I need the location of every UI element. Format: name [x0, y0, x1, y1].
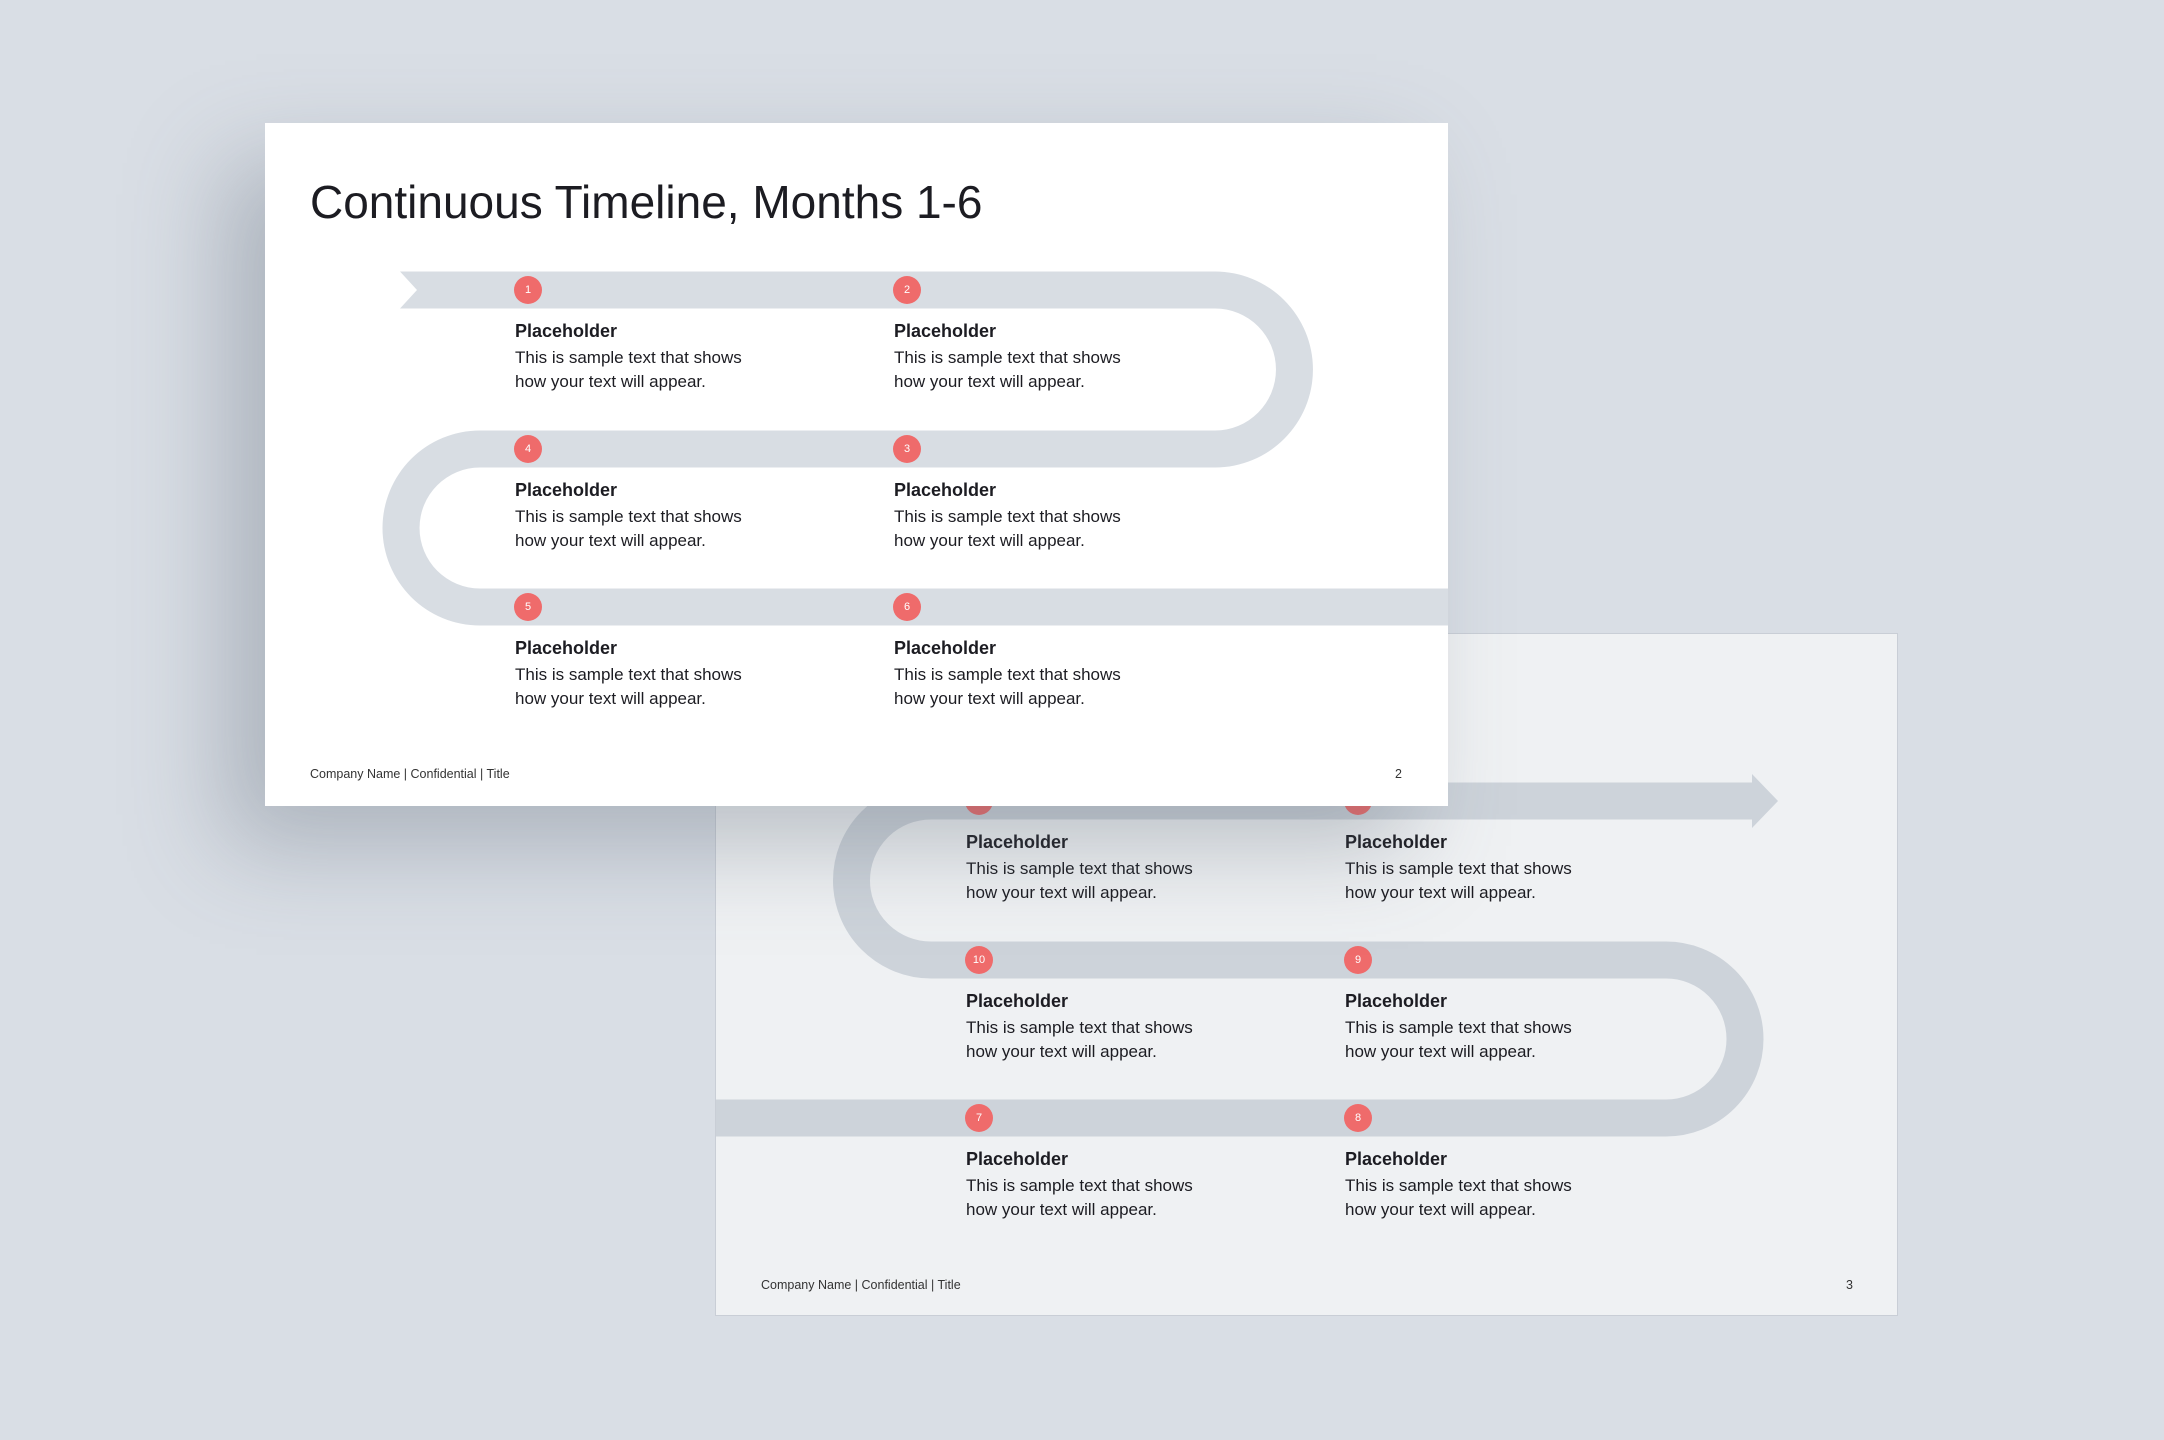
step-number-badge: 7 — [965, 1104, 993, 1132]
timeline-item — [894, 479, 1194, 553]
item-text: how your text will appear. — [966, 1200, 1157, 1219]
item-text: This is sample text that shows — [1345, 1018, 1572, 1037]
step-number-badge: 5 — [514, 593, 542, 621]
timeline-item — [894, 320, 1194, 394]
footer-text: Company Name | Confidential | Title — [761, 1278, 961, 1292]
item-text: how your text will appear. — [1345, 1042, 1536, 1061]
step-number-badge: 8 — [1344, 1104, 1372, 1132]
timeline-item — [894, 637, 1194, 711]
item-heading: Placeholder — [966, 991, 1069, 1011]
item-text: how your text will appear. — [966, 883, 1157, 902]
item-text: This is sample text that shows — [515, 507, 742, 526]
timeline-item — [515, 637, 815, 711]
item-text: This is sample text that shows — [515, 665, 742, 684]
step-number-badge: 10 — [965, 946, 993, 974]
item-text: This is sample text that shows — [1345, 1176, 1572, 1195]
item-heading: Placeholder — [515, 321, 618, 341]
item-text: how your text will appear. — [894, 531, 1085, 550]
timeline-track-front — [265, 123, 1448, 806]
item-heading: Placeholder — [966, 1149, 1069, 1169]
item-text: This is sample text that shows — [1345, 859, 1572, 878]
item-text: This is sample text that shows — [894, 665, 1121, 684]
item-text: how your text will appear. — [515, 372, 706, 391]
item-text: This is sample text that shows — [966, 1176, 1193, 1195]
item-text: This is sample text that shows — [894, 507, 1121, 526]
item-heading: Placeholder — [966, 832, 1069, 852]
item-text: how your text will appear. — [1345, 883, 1536, 902]
item-text: how your text will appear. — [515, 531, 706, 550]
item-heading: Placeholder — [894, 321, 997, 341]
step-number-badge: 1 — [514, 276, 542, 304]
item-heading: Placeholder — [515, 638, 618, 658]
timeline-item — [1345, 990, 1645, 1064]
item-text: how your text will appear. — [966, 1042, 1157, 1061]
step-number-badge: 9 — [1344, 946, 1372, 974]
item-text: how your text will appear. — [894, 689, 1085, 708]
step-number-badge: 2 — [893, 276, 921, 304]
timeline-item — [966, 831, 1266, 905]
item-heading: Placeholder — [894, 638, 997, 658]
timeline-item — [515, 320, 815, 394]
item-text: This is sample text that shows — [894, 348, 1121, 367]
item-text: how your text will appear. — [894, 372, 1085, 391]
item-text: how your text will appear. — [515, 689, 706, 708]
item-text: This is sample text that shows — [966, 859, 1193, 878]
page-number: 2 — [1395, 767, 1402, 781]
step-number-badge: 6 — [893, 593, 921, 621]
item-text: how your text will appear. — [1345, 1200, 1536, 1219]
slide-title: Continuous Timeline, Months 1-6 — [310, 176, 983, 228]
timeline-item — [1345, 831, 1645, 905]
arrow-head-icon — [1752, 774, 1778, 828]
slide-2-thumbnail[interactable] — [265, 123, 1448, 806]
page-number: 3 — [1846, 1278, 1853, 1292]
item-heading: Placeholder — [515, 480, 618, 500]
timeline-item — [515, 479, 815, 553]
item-heading: Placeholder — [1345, 991, 1448, 1011]
item-heading: Placeholder — [1345, 832, 1448, 852]
timeline-item — [1345, 1148, 1645, 1222]
item-heading: Placeholder — [1345, 1149, 1448, 1169]
step-number-badge: 4 — [514, 435, 542, 463]
item-heading: Placeholder — [894, 480, 997, 500]
timeline-item — [966, 990, 1266, 1064]
item-text: This is sample text that shows — [515, 348, 742, 367]
step-number-badge: 3 — [893, 435, 921, 463]
footer-text: Company Name | Confidential | Title — [310, 767, 510, 781]
item-text: This is sample text that shows — [966, 1018, 1193, 1037]
timeline-item — [966, 1148, 1266, 1222]
